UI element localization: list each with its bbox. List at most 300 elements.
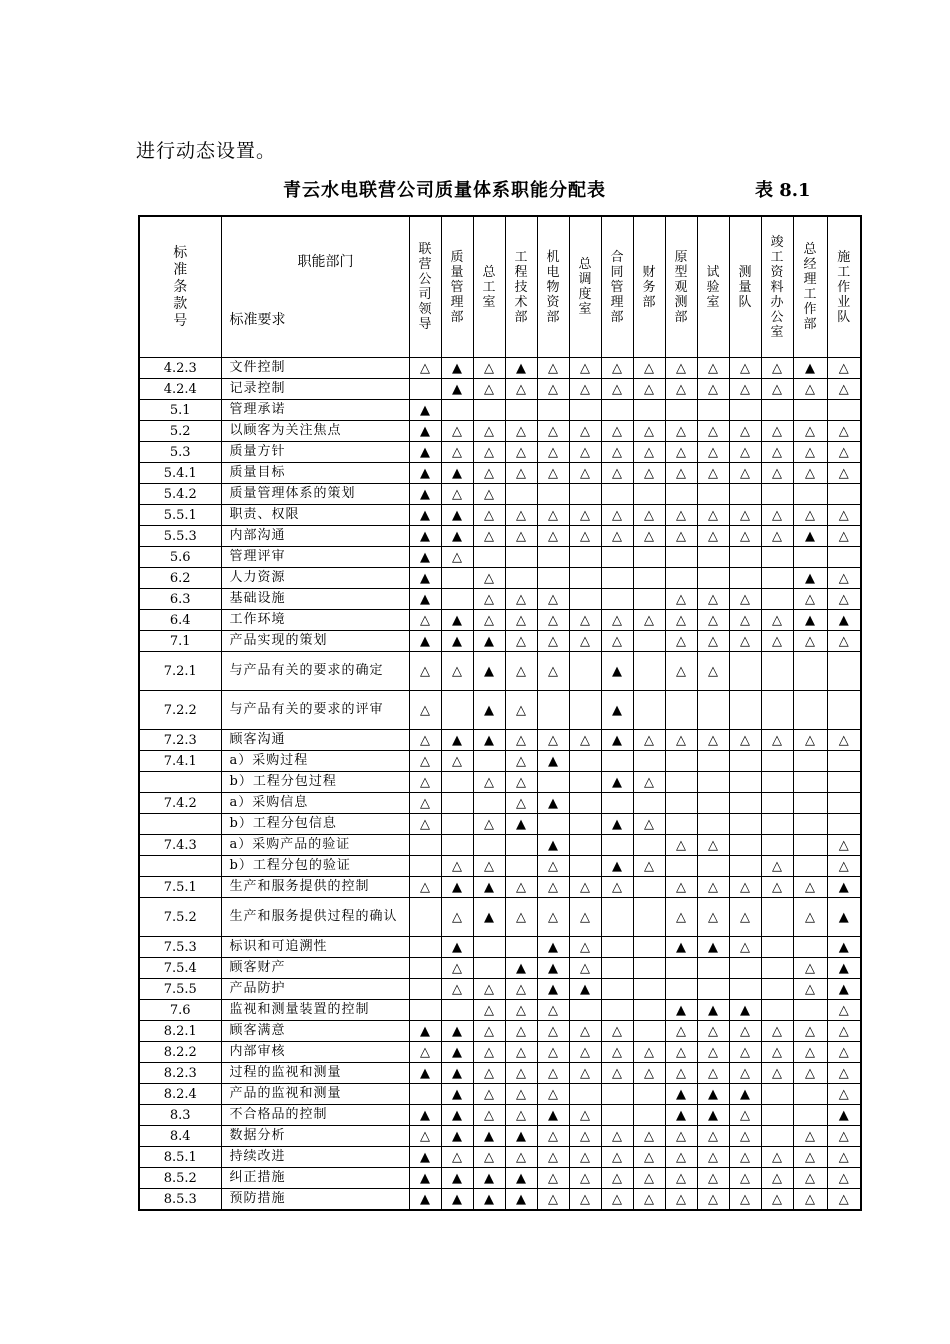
related-responsibility-mark: △ (665, 1147, 697, 1168)
empty-cell (761, 898, 793, 937)
primary-responsibility-mark: ▲ (505, 1126, 537, 1147)
related-responsibility-mark: △ (505, 1105, 537, 1126)
clause-code (139, 856, 221, 877)
empty-cell (697, 751, 729, 772)
primary-responsibility-mark: ▲ (537, 958, 569, 979)
primary-responsibility-mark: ▲ (409, 1147, 441, 1168)
empty-cell (793, 484, 827, 505)
related-responsibility-mark: △ (665, 442, 697, 463)
related-responsibility-mark: △ (633, 421, 665, 442)
related-responsibility-mark: △ (473, 1000, 505, 1021)
dept-header-label: 质量管理部 (450, 249, 464, 325)
table-row (139, 898, 861, 937)
primary-responsibility-mark: ▲ (537, 979, 569, 1000)
related-responsibility-mark: △ (729, 379, 761, 400)
empty-cell (537, 691, 569, 730)
related-responsibility-mark: △ (505, 751, 537, 772)
related-responsibility-mark: △ (473, 526, 505, 547)
related-responsibility-mark: △ (537, 1042, 569, 1063)
related-responsibility-mark: △ (761, 1189, 793, 1211)
related-responsibility-mark: △ (697, 505, 729, 526)
primary-responsibility-mark: ▲ (441, 730, 473, 751)
primary-responsibility-mark: ▲ (409, 421, 441, 442)
related-responsibility-mark: △ (697, 358, 729, 379)
related-responsibility-mark: △ (697, 730, 729, 751)
related-responsibility-mark: △ (505, 421, 537, 442)
related-responsibility-mark: △ (697, 589, 729, 610)
clause-code: 7.4.1 (139, 751, 221, 772)
related-responsibility-mark: △ (827, 730, 861, 751)
clause-code: 8.2.3 (139, 1063, 221, 1084)
primary-responsibility-mark: ▲ (409, 505, 441, 526)
related-responsibility-mark: △ (601, 1126, 633, 1147)
dept-header (729, 216, 761, 358)
empty-cell (761, 589, 793, 610)
requirement-text: 产品防护 (221, 979, 409, 1000)
dept-header (409, 216, 441, 358)
related-responsibility-mark: △ (827, 631, 861, 652)
related-responsibility-mark: △ (761, 856, 793, 877)
related-responsibility-mark: △ (697, 379, 729, 400)
related-responsibility-mark: △ (827, 856, 861, 877)
related-responsibility-mark: △ (697, 421, 729, 442)
primary-responsibility-mark: ▲ (601, 856, 633, 877)
related-responsibility-mark: △ (537, 358, 569, 379)
table-body (139, 358, 861, 1211)
related-responsibility-mark: △ (729, 421, 761, 442)
primary-responsibility-mark: ▲ (441, 463, 473, 484)
related-responsibility-mark: △ (505, 1063, 537, 1084)
table-row (139, 958, 861, 979)
dept-header (793, 216, 827, 358)
empty-cell (633, 979, 665, 1000)
table-row (139, 526, 861, 547)
related-responsibility-mark: △ (409, 793, 441, 814)
empty-cell (569, 547, 601, 568)
requirement-text: 内部沟通 (221, 526, 409, 547)
related-responsibility-mark: △ (665, 505, 697, 526)
related-responsibility-mark: △ (569, 463, 601, 484)
related-responsibility-mark: △ (537, 1189, 569, 1211)
related-responsibility-mark: △ (729, 1021, 761, 1042)
dept-header (665, 216, 697, 358)
related-responsibility-mark: △ (793, 379, 827, 400)
primary-responsibility-mark: ▲ (827, 937, 861, 958)
related-responsibility-mark: △ (601, 358, 633, 379)
dept-header-label: 原型观测部 (674, 249, 688, 325)
related-responsibility-mark: △ (665, 1042, 697, 1063)
empty-cell (569, 751, 601, 772)
primary-responsibility-mark: ▲ (827, 877, 861, 898)
empty-cell (569, 568, 601, 589)
related-responsibility-mark: △ (505, 898, 537, 937)
table-row (139, 463, 861, 484)
empty-cell (537, 568, 569, 589)
primary-responsibility-mark: ▲ (665, 1084, 697, 1105)
req-header-label: 标准要求 (229, 312, 286, 328)
primary-responsibility-mark: ▲ (409, 1105, 441, 1126)
related-responsibility-mark: △ (569, 1147, 601, 1168)
requirement-text: 顾客财产 (221, 958, 409, 979)
empty-cell (697, 691, 729, 730)
related-responsibility-mark: △ (827, 1168, 861, 1189)
primary-responsibility-mark: ▲ (473, 1189, 505, 1211)
empty-cell (633, 835, 665, 856)
related-responsibility-mark: △ (569, 1189, 601, 1211)
related-responsibility-mark: △ (537, 1063, 569, 1084)
primary-responsibility-mark: ▲ (441, 877, 473, 898)
related-responsibility-mark: △ (441, 958, 473, 979)
related-responsibility-mark: △ (665, 1126, 697, 1147)
table-row (139, 1105, 861, 1126)
related-responsibility-mark: △ (793, 1042, 827, 1063)
empty-cell (793, 856, 827, 877)
requirement-text: 以顾客为关注焦点 (221, 421, 409, 442)
related-responsibility-mark: △ (473, 610, 505, 631)
related-responsibility-mark: △ (827, 1063, 861, 1084)
clause-code: 6.2 (139, 568, 221, 589)
requirement-text: 人力资源 (221, 568, 409, 589)
table-title: 青云水电联营公司质量体系职能分配表 (283, 180, 606, 201)
table-row (139, 1189, 861, 1211)
table-row (139, 610, 861, 631)
clause-code: 7.5.1 (139, 877, 221, 898)
related-responsibility-mark: △ (537, 652, 569, 691)
dept-header-label: 合同管理部 (610, 249, 624, 325)
dept-header-label: 总经理工作部 (803, 242, 817, 332)
primary-responsibility-mark: ▲ (697, 937, 729, 958)
table-row (139, 484, 861, 505)
related-responsibility-mark: △ (729, 730, 761, 751)
clause-code: 6.4 (139, 610, 221, 631)
related-responsibility-mark: △ (473, 379, 505, 400)
related-responsibility-mark: △ (505, 691, 537, 730)
related-responsibility-mark: △ (569, 730, 601, 751)
related-responsibility-mark: △ (697, 442, 729, 463)
empty-cell (633, 568, 665, 589)
related-responsibility-mark: △ (473, 979, 505, 1000)
primary-responsibility-mark: ▲ (537, 937, 569, 958)
related-responsibility-mark: △ (505, 772, 537, 793)
dept-header (473, 216, 505, 358)
table-row (139, 421, 861, 442)
primary-responsibility-mark: ▲ (827, 610, 861, 631)
requirement-text: a）采购信息 (221, 793, 409, 814)
related-responsibility-mark: △ (441, 652, 473, 691)
related-responsibility-mark: △ (505, 1021, 537, 1042)
primary-responsibility-mark: ▲ (441, 526, 473, 547)
related-responsibility-mark: △ (827, 835, 861, 856)
related-responsibility-mark: △ (827, 1147, 861, 1168)
empty-cell (665, 751, 697, 772)
related-responsibility-mark: △ (827, 1021, 861, 1042)
primary-responsibility-mark: ▲ (827, 1105, 861, 1126)
empty-cell (601, 484, 633, 505)
empty-cell (729, 814, 761, 835)
related-responsibility-mark: △ (697, 652, 729, 691)
table-row (139, 442, 861, 463)
dept-header (827, 216, 861, 358)
related-responsibility-mark: △ (697, 877, 729, 898)
related-responsibility-mark: △ (441, 1147, 473, 1168)
empty-cell (601, 589, 633, 610)
related-responsibility-mark: △ (697, 463, 729, 484)
clause-code: 5.4.2 (139, 484, 221, 505)
clause-code: 8.2.1 (139, 1021, 221, 1042)
table-row (139, 400, 861, 421)
related-responsibility-mark: △ (793, 631, 827, 652)
related-responsibility-mark: △ (505, 631, 537, 652)
empty-cell (633, 1021, 665, 1042)
related-responsibility-mark: △ (537, 442, 569, 463)
requirement-text: 不合格品的控制 (221, 1105, 409, 1126)
empty-cell (761, 814, 793, 835)
table-row (139, 1126, 861, 1147)
empty-cell (569, 1084, 601, 1105)
related-responsibility-mark: △ (665, 589, 697, 610)
related-responsibility-mark: △ (729, 589, 761, 610)
related-responsibility-mark: △ (473, 814, 505, 835)
requirement-text: 管理承诺 (221, 400, 409, 421)
clause-code: 5.6 (139, 547, 221, 568)
related-responsibility-mark: △ (601, 1147, 633, 1168)
primary-responsibility-mark: ▲ (409, 1021, 441, 1042)
clause-code: 8.4 (139, 1126, 221, 1147)
related-responsibility-mark: △ (409, 652, 441, 691)
requirement-text: 生产和服务提供过程的确认 (221, 898, 409, 937)
requirement-text: 质量目标 (221, 463, 409, 484)
empty-cell (601, 979, 633, 1000)
primary-responsibility-mark: ▲ (409, 484, 441, 505)
related-responsibility-mark: △ (473, 1021, 505, 1042)
clause-code: 7.5.3 (139, 937, 221, 958)
empty-cell (505, 484, 537, 505)
empty-cell (473, 793, 505, 814)
table-row (139, 379, 861, 400)
related-responsibility-mark: △ (505, 589, 537, 610)
dept-header (601, 216, 633, 358)
related-responsibility-mark: △ (827, 421, 861, 442)
requirement-text: 产品实现的策划 (221, 631, 409, 652)
empty-cell (505, 835, 537, 856)
dept-header (441, 216, 473, 358)
related-responsibility-mark: △ (729, 526, 761, 547)
empty-cell (665, 856, 697, 877)
empty-cell (665, 979, 697, 1000)
empty-cell (761, 958, 793, 979)
empty-cell (761, 979, 793, 1000)
empty-cell (729, 793, 761, 814)
related-responsibility-mark: △ (569, 1063, 601, 1084)
clause-code: 7.1 (139, 631, 221, 652)
related-responsibility-mark: △ (793, 1126, 827, 1147)
related-responsibility-mark: △ (697, 1126, 729, 1147)
empty-cell (441, 568, 473, 589)
empty-cell (697, 793, 729, 814)
related-responsibility-mark: △ (409, 730, 441, 751)
related-responsibility-mark: △ (505, 979, 537, 1000)
requirement-text: a）采购产品的验证 (221, 835, 409, 856)
dept-header-label: 机电物资部 (546, 249, 560, 325)
table-row (139, 652, 861, 691)
empty-cell (665, 568, 697, 589)
related-responsibility-mark: △ (665, 898, 697, 937)
empty-cell (793, 691, 827, 730)
related-responsibility-mark: △ (569, 358, 601, 379)
requirement-text: 产品的监视和测量 (221, 1084, 409, 1105)
empty-cell (729, 772, 761, 793)
related-responsibility-mark: △ (827, 526, 861, 547)
requirement-text: 内部审核 (221, 1042, 409, 1063)
related-responsibility-mark: △ (473, 463, 505, 484)
empty-cell (697, 856, 729, 877)
related-responsibility-mark: △ (729, 877, 761, 898)
related-responsibility-mark: △ (569, 898, 601, 937)
intro-text: 进行动态设置。 (136, 140, 277, 162)
related-responsibility-mark: △ (537, 526, 569, 547)
primary-responsibility-mark: ▲ (793, 358, 827, 379)
primary-responsibility-mark: ▲ (793, 526, 827, 547)
empty-cell (537, 547, 569, 568)
related-responsibility-mark: △ (697, 1042, 729, 1063)
primary-responsibility-mark: ▲ (827, 958, 861, 979)
primary-responsibility-mark: ▲ (827, 979, 861, 1000)
primary-responsibility-mark: ▲ (441, 937, 473, 958)
empty-cell (601, 898, 633, 937)
empty-cell (827, 691, 861, 730)
requirement-text: 工作环境 (221, 610, 409, 631)
dept-header (505, 216, 537, 358)
primary-responsibility-mark: ▲ (409, 526, 441, 547)
related-responsibility-mark: △ (697, 631, 729, 652)
related-responsibility-mark: △ (729, 442, 761, 463)
clause-code: 7.5.5 (139, 979, 221, 1000)
primary-responsibility-mark: ▲ (441, 631, 473, 652)
dept-header-label: 财务部 (642, 264, 656, 310)
empty-cell (761, 400, 793, 421)
empty-cell (441, 793, 473, 814)
table-row (139, 547, 861, 568)
empty-cell (793, 814, 827, 835)
related-responsibility-mark: △ (793, 421, 827, 442)
empty-cell (665, 484, 697, 505)
related-responsibility-mark: △ (473, 1147, 505, 1168)
related-responsibility-mark: △ (569, 505, 601, 526)
related-responsibility-mark: △ (601, 610, 633, 631)
empty-cell (633, 793, 665, 814)
related-responsibility-mark: △ (473, 1042, 505, 1063)
empty-cell (473, 958, 505, 979)
related-responsibility-mark: △ (537, 421, 569, 442)
empty-cell (761, 691, 793, 730)
related-responsibility-mark: △ (441, 547, 473, 568)
table-row (139, 1063, 861, 1084)
empty-cell (729, 484, 761, 505)
empty-cell (793, 772, 827, 793)
empty-cell (633, 1105, 665, 1126)
related-responsibility-mark: △ (601, 505, 633, 526)
primary-responsibility-mark: ▲ (409, 400, 441, 421)
primary-responsibility-mark: ▲ (441, 1168, 473, 1189)
requirement-text: 预防措施 (221, 1189, 409, 1211)
related-responsibility-mark: △ (569, 610, 601, 631)
primary-responsibility-mark: ▲ (697, 1084, 729, 1105)
empty-cell (793, 751, 827, 772)
related-responsibility-mark: △ (827, 1189, 861, 1211)
related-responsibility-mark: △ (665, 421, 697, 442)
primary-responsibility-mark: ▲ (537, 751, 569, 772)
table-row (139, 631, 861, 652)
primary-responsibility-mark: ▲ (537, 835, 569, 856)
clause-code: 8.3 (139, 1105, 221, 1126)
clause-code: 8.5.2 (139, 1168, 221, 1189)
related-responsibility-mark: △ (665, 526, 697, 547)
empty-cell (601, 568, 633, 589)
related-responsibility-mark: △ (793, 877, 827, 898)
related-responsibility-mark: △ (729, 1126, 761, 1147)
related-responsibility-mark: △ (729, 898, 761, 937)
related-responsibility-mark: △ (569, 958, 601, 979)
related-responsibility-mark: △ (697, 610, 729, 631)
primary-responsibility-mark: ▲ (473, 898, 505, 937)
empty-cell (569, 589, 601, 610)
primary-responsibility-mark: ▲ (441, 1042, 473, 1063)
clause-code: 7.5.4 (139, 958, 221, 979)
related-responsibility-mark: △ (441, 979, 473, 1000)
empty-cell (633, 898, 665, 937)
related-responsibility-mark: △ (505, 730, 537, 751)
empty-cell (697, 958, 729, 979)
empty-cell (665, 814, 697, 835)
empty-cell (505, 856, 537, 877)
empty-cell (729, 751, 761, 772)
requirement-text: 持续改进 (221, 1147, 409, 1168)
dept-header-label: 竣工资料办公室 (770, 234, 784, 340)
related-responsibility-mark: △ (505, 793, 537, 814)
related-responsibility-mark: △ (761, 1021, 793, 1042)
related-responsibility-mark: △ (569, 442, 601, 463)
empty-cell (729, 568, 761, 589)
related-responsibility-mark: △ (729, 463, 761, 484)
table-row (139, 856, 861, 877)
related-responsibility-mark: △ (665, 652, 697, 691)
related-responsibility-mark: △ (409, 814, 441, 835)
related-responsibility-mark: △ (601, 421, 633, 442)
related-responsibility-mark: △ (505, 610, 537, 631)
table-row (139, 1042, 861, 1063)
related-responsibility-mark: △ (761, 358, 793, 379)
related-responsibility-mark: △ (697, 1147, 729, 1168)
related-responsibility-mark: △ (633, 1126, 665, 1147)
related-responsibility-mark: △ (633, 772, 665, 793)
related-responsibility-mark: △ (633, 730, 665, 751)
dept-header (633, 216, 665, 358)
related-responsibility-mark: △ (793, 1189, 827, 1211)
related-responsibility-mark: △ (697, 835, 729, 856)
empty-cell (793, 652, 827, 691)
table-row (139, 730, 861, 751)
related-responsibility-mark: △ (793, 442, 827, 463)
empty-cell (601, 958, 633, 979)
empty-cell (761, 751, 793, 772)
related-responsibility-mark: △ (827, 1000, 861, 1021)
table-row (139, 772, 861, 793)
empty-cell (827, 652, 861, 691)
title-row (0, 176, 950, 202)
function-allocation-table (138, 215, 862, 1211)
clause-code: 6.3 (139, 589, 221, 610)
related-responsibility-mark: △ (793, 505, 827, 526)
